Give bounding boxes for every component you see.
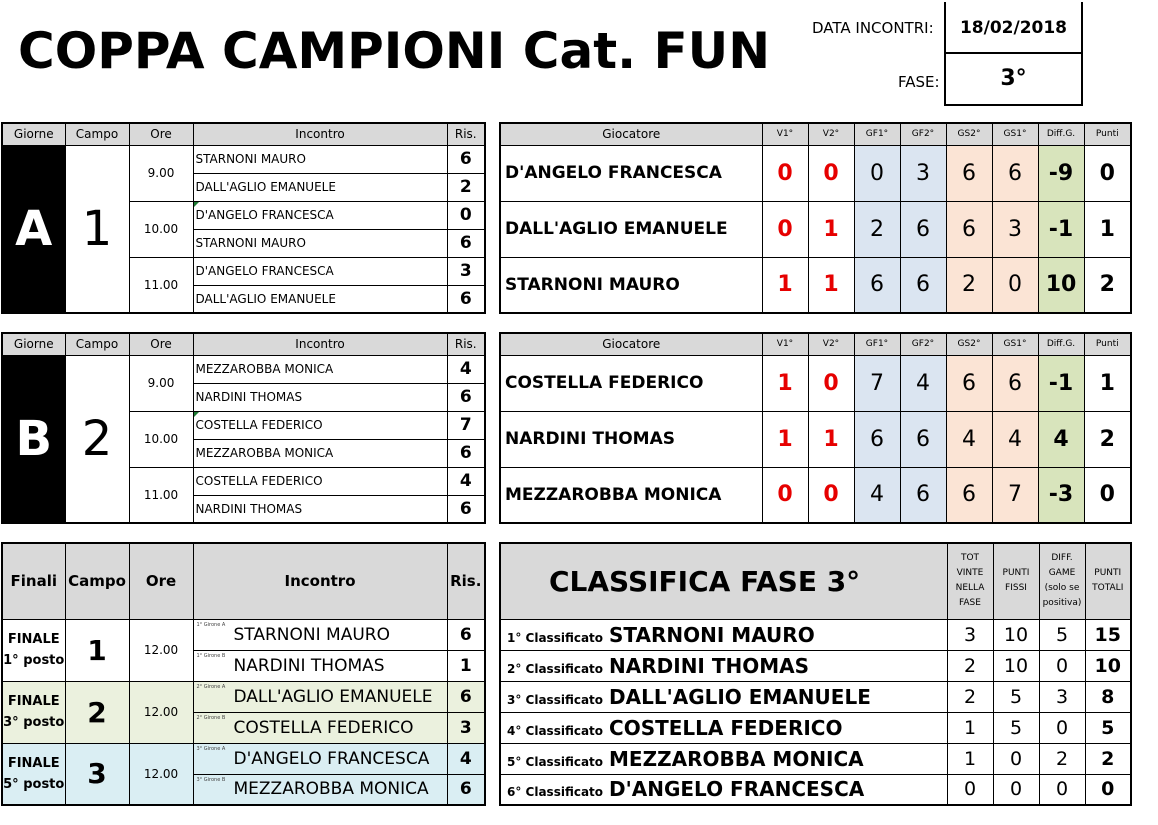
match-score: 6 [447,229,485,257]
rank-diff: 0 [1039,712,1085,743]
stat-gf1: 2 [854,201,900,257]
stat-diff: 4 [1038,411,1084,467]
match-score: 6 [447,383,485,411]
col-punti: Punti [1084,123,1131,145]
col-gf2: GF2° [900,333,946,355]
col-campo: Campo [65,543,129,619]
rank-tot: 1 [947,712,993,743]
classifica-row [500,712,1131,743]
stat-diff: -3 [1038,467,1084,523]
col-giorne: Giorne [2,123,65,145]
final-score: 6 [447,619,485,650]
stat-gs1: 7 [992,467,1038,523]
rank-fissi: 10 [993,650,1039,681]
stat-gf2: 6 [900,257,946,313]
col-v2: V2° [808,123,854,145]
classifica-table [499,542,1132,806]
match-player: MEZZAROBBA MONICA [193,439,447,467]
rank-player: MEZZAROBBA MONICA [609,746,864,771]
col-ore: Ore [129,123,193,145]
rank-totali: 0 [1085,774,1131,805]
rank-label: 1° Classificato [507,630,604,645]
group-campo: 1 [65,145,129,313]
match-player: D'ANGELO FRANCESCA [193,201,447,229]
col-gs1: GS1° [992,123,1038,145]
group-b-matches-table [1,332,486,524]
stat-gf2: 3 [900,145,946,201]
stat-gs2: 6 [946,467,992,523]
match-score: 0 [447,201,485,229]
final-player: 1° Girone B NARDINI THOMAS [193,650,447,681]
rank-totali: 5 [1085,712,1131,743]
match-score: 6 [447,495,485,523]
stat-gf1: 6 [854,411,900,467]
col-v1: V1° [762,333,808,355]
rank-player: DALL'AGLIO EMANUELE [609,684,871,709]
final-score: 3 [447,712,485,743]
player-name: MEZZAROBBA MONICA [500,467,762,523]
col-v2: V2° [808,333,854,355]
final-campo: 1 [65,619,129,681]
final-label: FINALE 1° posto [2,619,65,681]
match-player: STARNONI MAURO [193,229,447,257]
rank-label: 6° Classificato [507,785,604,800]
match-player: DALL'AGLIO EMANUELE [193,173,447,201]
stat-gs2: 6 [946,355,992,411]
rank-diff: 3 [1039,681,1085,712]
stat-v1: 0 [762,467,808,523]
match-score: 6 [447,145,485,173]
stat-v1: 0 [762,145,808,201]
final-time: 12.00 [129,743,193,805]
stat-punti: 2 [1084,257,1131,313]
match-player: NARDINI THOMAS [193,495,447,523]
match-time: 10.00 [129,201,193,257]
group-letter: B [2,355,65,523]
stat-v1: 0 [762,201,808,257]
col-gf2: GF2° [900,123,946,145]
match-score: 7 [447,411,485,439]
stat-diff: 10 [1038,257,1084,313]
stat-v1: 1 [762,411,808,467]
stat-punti: 0 [1084,145,1131,201]
stat-gf2: 6 [900,411,946,467]
final-player: 1° Girone A STARNONI MAURO [193,619,447,650]
final-time: 12.00 [129,681,193,743]
group-a-matches-table [1,122,486,314]
rank-diff: 5 [1039,619,1085,650]
stat-gs2: 4 [946,411,992,467]
col-v1: V1° [762,123,808,145]
rank-player: COSTELLA FEDERICO [609,715,843,740]
final-score: 6 [447,774,485,805]
stat-gs1: 4 [992,411,1038,467]
stat-punti: 1 [1084,201,1131,257]
date-label: DATA INCONTRI: [812,19,934,37]
rank-diff: 0 [1039,774,1085,805]
player-name: NARDINI THOMAS [500,411,762,467]
col-incontro: Incontro [193,123,447,145]
classifica-row [500,650,1131,681]
col-incontro: Incontro [193,333,447,355]
finals-table [1,542,486,806]
rank-tot: 0 [947,774,993,805]
rank-diff: 0 [1039,650,1085,681]
group-letter: A [2,145,65,313]
classifica-row [500,681,1131,712]
stat-v2: 0 [808,145,854,201]
group-campo: 2 [65,355,129,523]
col-ris: Ris. [447,333,485,355]
stat-gs1: 6 [992,145,1038,201]
rank-label: 3° Classificato [507,692,604,707]
group-a-standings-table [499,122,1132,314]
rank-fissi: 0 [993,743,1039,774]
col-punti-totali: PUNTI TOTALI [1085,543,1131,619]
rank-tot: 3 [947,619,993,650]
stat-v2: 1 [808,201,854,257]
match-player: COSTELLA FEDERICO [193,467,447,495]
match-time: 11.00 [129,257,193,313]
date-value: 18/02/2018 [959,18,1068,38]
stat-gf2: 4 [900,355,946,411]
stat-v2: 1 [808,411,854,467]
standing-row [500,145,1131,201]
phase-label: FASE: [898,73,940,91]
rank-fissi: 5 [993,681,1039,712]
col-giocatore: Giocatore [500,123,762,145]
stat-v2: 0 [808,355,854,411]
stat-gf1: 6 [854,257,900,313]
col-ore: Ore [129,543,193,619]
stat-gf2: 6 [900,467,946,523]
stat-gf1: 4 [854,467,900,523]
stat-v1: 1 [762,257,808,313]
group-b-standings-table [499,332,1132,524]
col-ris: Ris. [447,543,485,619]
final-label: FINALE 5° posto [2,743,65,805]
col-giocatore: Giocatore [500,333,762,355]
classifica-row [500,774,1131,805]
player-name: STARNONI MAURO [500,257,762,313]
match-score: 6 [447,439,485,467]
col-gs1: GS1° [992,333,1038,355]
col-gf1: GF1° [854,333,900,355]
match-time: 9.00 [129,355,193,411]
match-player: NARDINI THOMAS [193,383,447,411]
rank-totali: 8 [1085,681,1131,712]
col-diff: Diff.G. [1038,123,1084,145]
stat-gs2: 6 [946,201,992,257]
standing-row [500,201,1131,257]
stat-diff: -9 [1038,145,1084,201]
col-punti: Punti [1084,333,1131,355]
stat-gf1: 0 [854,145,900,201]
col-ris: Ris. [447,123,485,145]
match-player: COSTELLA FEDERICO [193,411,447,439]
stat-gs1: 3 [992,201,1038,257]
player-name: D'ANGELO FRANCESCA [500,145,762,201]
standing-row [500,257,1131,313]
rank-fissi: 5 [993,712,1039,743]
final-campo: 2 [65,681,129,743]
match-time: 10.00 [129,411,193,467]
rank-label: 5° Classificato [507,754,604,769]
rank-tot: 2 [947,650,993,681]
final-score: 4 [447,743,485,774]
final-player: 3° Girone B MEZZAROBBA MONICA [193,774,447,805]
rank-totali: 15 [1085,619,1131,650]
stat-v2: 0 [808,467,854,523]
stat-gf2: 6 [900,201,946,257]
match-time: 9.00 [129,145,193,201]
rank-fissi: 0 [993,774,1039,805]
col-campo: Campo [65,123,129,145]
stat-punti: 2 [1084,411,1131,467]
final-score: 1 [447,650,485,681]
final-label: FINALE 3° posto [2,681,65,743]
col-ore: Ore [129,333,193,355]
col-campo: Campo [65,333,129,355]
match-player: DALL'AGLIO EMANUELE [193,285,447,313]
match-score: 6 [447,285,485,313]
rank-player: NARDINI THOMAS [609,653,810,678]
final-time: 12.00 [129,619,193,681]
rank-player: D'ANGELO FRANCESCA [609,777,865,802]
stat-diff: -1 [1038,201,1084,257]
rank-label: 2° Classificato [507,661,604,676]
final-score: 6 [447,681,485,712]
stat-punti: 0 [1084,467,1131,523]
final-player: 2° Girone B COSTELLA FEDERICO [193,712,447,743]
rank-tot: 2 [947,681,993,712]
stat-gs1: 6 [992,355,1038,411]
standing-row [500,467,1131,523]
match-score: 3 [447,257,485,285]
match-player: D'ANGELO FRANCESCA [193,257,447,285]
rank-totali: 2 [1085,743,1131,774]
page-title: COPPA CAMPIONI Cat. FUN [18,22,771,80]
col-gf1: GF1° [854,123,900,145]
rank-label: 4° Classificato [507,723,604,738]
match-score: 2 [447,173,485,201]
col-gs2: GS2° [946,333,992,355]
date-box [944,2,1083,106]
final-campo: 3 [65,743,129,805]
rank-player: STARNONI MAURO [609,622,815,647]
col-diff-game: DIFF. GAME (solo se positiva) [1039,543,1085,619]
match-time: 11.00 [129,467,193,523]
col-giorne: Giorne [2,333,65,355]
standing-row [500,355,1131,411]
phase-value: 3° [1000,66,1027,91]
standing-row [500,411,1131,467]
match-player: MEZZAROBBA MONICA [193,355,447,383]
stat-v2: 1 [808,257,854,313]
classifica-row [500,619,1131,650]
col-diff: Diff.G. [1038,333,1084,355]
col-incontro: Incontro [193,543,447,619]
match-player: STARNONI MAURO [193,145,447,173]
player-name: COSTELLA FEDERICO [500,355,762,411]
col-tot-vinte: TOT VINTE NELLA FASE [947,543,993,619]
rank-diff: 2 [1039,743,1085,774]
final-player: 2° Girone A DALL'AGLIO EMANUELE [193,681,447,712]
player-name: DALL'AGLIO EMANUELE [500,201,762,257]
stat-gs2: 6 [946,145,992,201]
stat-gs1: 0 [992,257,1038,313]
rank-tot: 1 [947,743,993,774]
classifica-row [500,743,1131,774]
col-gs2: GS2° [946,123,992,145]
col-punti-fissi: PUNTI FISSI [993,543,1039,619]
match-score: 4 [447,355,485,383]
stat-v1: 1 [762,355,808,411]
stat-diff: -1 [1038,355,1084,411]
classifica-title: CLASSIFICA FASE 3° [500,543,947,619]
match-score: 4 [447,467,485,495]
rank-totali: 10 [1085,650,1131,681]
rank-fissi: 10 [993,619,1039,650]
stat-gf1: 7 [854,355,900,411]
col-finali: Finali [2,543,65,619]
stat-punti: 1 [1084,355,1131,411]
final-player: 3° Girone A D'ANGELO FRANCESCA [193,743,447,774]
stat-gs2: 2 [946,257,992,313]
